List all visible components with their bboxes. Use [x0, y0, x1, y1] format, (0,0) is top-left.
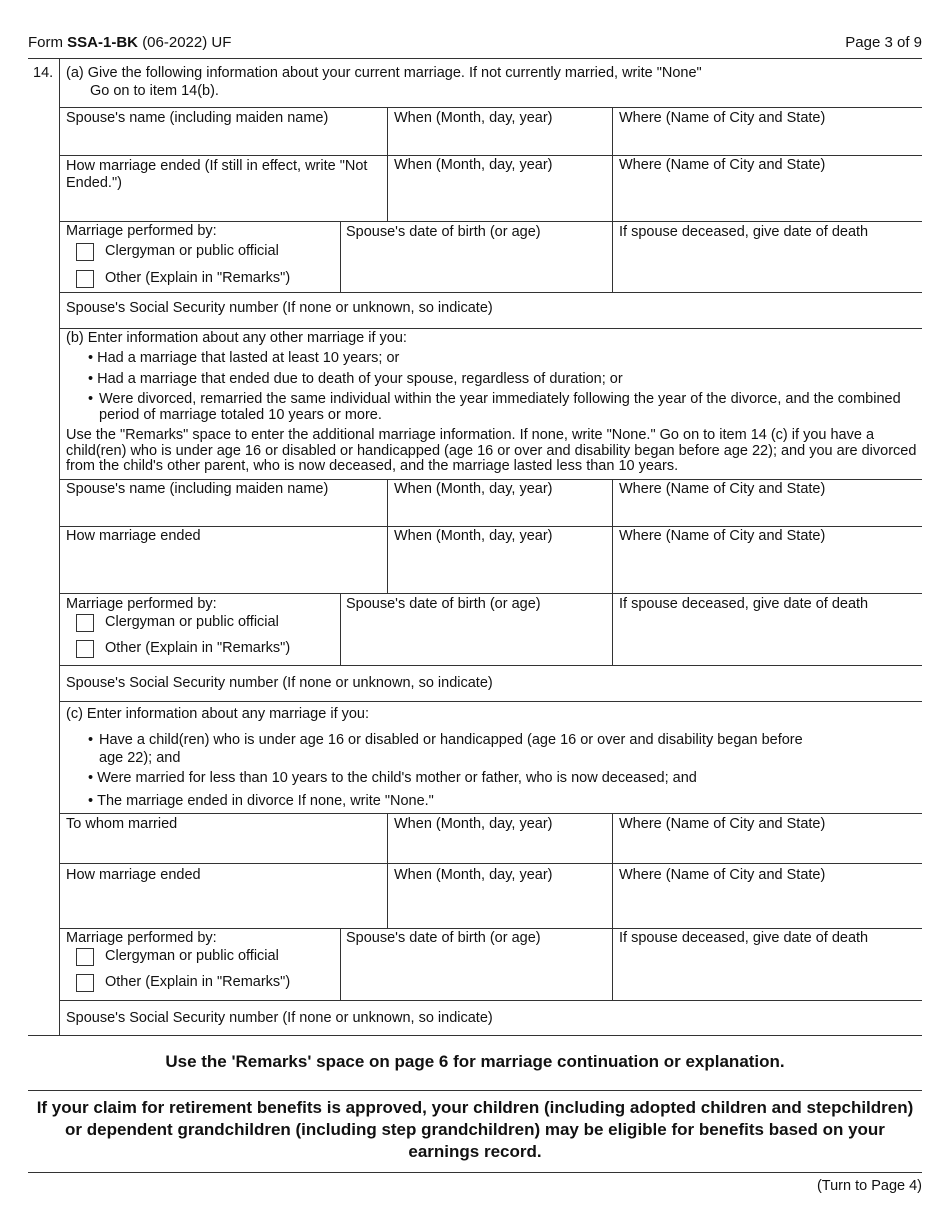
b-other-checkbox[interactable]	[76, 640, 94, 658]
remarks-note: Use the 'Remarks' space on page 6 for marriage continuation or explanation.	[165, 1052, 785, 1071]
rule	[340, 928, 341, 1000]
a-spouse-name-label: Spouse's name (including maiden name)	[66, 110, 329, 126]
a-how-ended-label: How marriage ended (If still in effect, write "Not Ended.")	[66, 158, 368, 191]
c-clergyman-checkbox[interactable]	[76, 948, 94, 966]
a-clergyman-checkbox[interactable]	[76, 243, 94, 261]
rule	[340, 221, 341, 292]
b-how-ended-label: How marriage ended	[66, 528, 201, 544]
b-performed-by-label: Marriage performed by:	[66, 596, 217, 612]
a-when2-label: When (Month, day, year)	[394, 157, 553, 173]
c-performed-by-label: Marriage performed by:	[66, 930, 217, 946]
rule	[59, 1000, 922, 1001]
a-spouse-dob-label: Spouse's date of birth (or age)	[346, 224, 541, 240]
rule	[59, 863, 922, 864]
b-when2-label: When (Month, day, year)	[394, 528, 553, 544]
c-other-checkbox[interactable]	[76, 974, 94, 992]
a-ssn-label: Spouse's Social Security number (If none or unknown, so indicate)	[66, 300, 493, 316]
form-id: SSA-1-BK	[67, 34, 139, 51]
c-to-whom-label: To whom married	[66, 816, 178, 832]
children-benefits-note: If your claim for retirement benefits is approved, your children (including adopted children and stepchildren) or dependent grandchildren (including step grandchildren) may be eligible for benefits based on your earnings record.	[36, 1098, 914, 1161]
b-clergyman-checkbox[interactable]	[76, 614, 94, 632]
a-clergyman-label: Clergyman or public official	[105, 243, 279, 259]
rule	[612, 813, 613, 1000]
c-bullet-2: • Were married for less than 10 years to the child's mother or father, who is now deceased; and	[88, 770, 697, 787]
form-prefix: Form	[28, 34, 63, 51]
form-version: (06-2022) UF	[142, 34, 232, 51]
b-spouse-name-label: Spouse's name (including maiden name)	[66, 481, 329, 497]
c-deceased-label: If spouse deceased, give date of death	[619, 930, 869, 946]
b-bullet-2: • Had a marriage that ended due to death of your spouse, regardless of duration; or	[88, 371, 623, 388]
rule	[59, 479, 922, 480]
a-performed-by-label: Marriage performed by:	[66, 223, 217, 239]
b-bullet-3: • Were divorced, remarried the same individual within the year immediately following the year of the divorce, and the combined period of marriage totaled 10 years or more.	[88, 391, 918, 423]
left-column-rule	[59, 58, 60, 1036]
item-number: 14.	[33, 65, 54, 81]
form-identifier	[28, 34, 231, 51]
section-a-intro-line2: Go on to item 14(b).	[90, 83, 219, 99]
b-bullet-1: • Had a marriage that lasted at least 10 years; or	[88, 350, 399, 367]
a-where-label: Where (Name of City and State)	[619, 110, 826, 126]
section-a-intro-line1: (a) Give the following information about your current marriage. If not currently married, write "None"	[66, 65, 702, 81]
a-other-checkbox[interactable]	[76, 270, 94, 288]
section-b-intro: (b) Enter information about any other marriage if you:	[66, 330, 407, 346]
rule	[387, 813, 388, 928]
c-spouse-dob-label: Spouse's date of birth (or age)	[346, 930, 541, 946]
c-bullet-1: • Have a child(ren) who is under age 16 or disabled or handicapped (age 16 or over and disability began before age 22); and	[88, 731, 808, 767]
c-bullet-3: • The marriage ended in divorce If none, write "None."	[88, 793, 434, 810]
c-other-label: Other (Explain in "Remarks")	[105, 974, 291, 990]
rule	[59, 593, 922, 594]
b-spouse-dob-label: Spouse's date of birth (or age)	[346, 596, 541, 612]
rule	[59, 155, 922, 156]
top-rule	[28, 58, 922, 59]
c-where-label: Where (Name of City and State)	[619, 816, 826, 832]
b-clergyman-label: Clergyman or public official	[105, 614, 279, 630]
rule	[28, 1090, 922, 1091]
rule	[59, 221, 922, 222]
b-ssn-label: Spouse's Social Security number (If none or unknown, so indicate)	[66, 675, 493, 691]
rule	[612, 479, 613, 665]
b-remarks-instructions: Use the "Remarks" space to enter the additional marriage information. If none, write "None." Go on to item 14 (c) if you have a child(ren) who is under age 16 or disabled or handicapped (age 16 or over and disability began before age 22); and you are divorced from the child's other parent, who is now deceased, and the marriage lasted less than 10 years.	[66, 427, 917, 474]
rule	[387, 479, 388, 593]
c-where2-label: Where (Name of City and State)	[619, 867, 826, 883]
section-c-intro: (c) Enter information about any marriage if you:	[66, 706, 370, 722]
c-ssn-label: Spouse's Social Security number (If none or unknown, so indicate)	[66, 1010, 493, 1026]
rule	[59, 665, 922, 666]
a-other-label: Other (Explain in "Remarks")	[105, 270, 291, 286]
b-bullet-3-text: Were divorced, remarried the same individual within the year immediately following the year of the divorce, and the combined period of marriage totaled 10 years or more.	[99, 391, 901, 423]
b-when-label: When (Month, day, year)	[394, 481, 553, 497]
rule	[59, 107, 922, 108]
c-clergyman-label: Clergyman or public official	[105, 948, 279, 964]
b-deceased-label: If spouse deceased, give date of death	[619, 596, 869, 612]
b-other-label: Other (Explain in "Remarks")	[105, 640, 291, 656]
rule	[59, 813, 922, 814]
rule	[28, 1035, 922, 1036]
a-where2-label: Where (Name of City and State)	[619, 157, 826, 173]
rule	[28, 1172, 922, 1173]
rule	[59, 928, 922, 929]
rule	[387, 107, 388, 221]
c-how-ended-label: How marriage ended	[66, 867, 201, 883]
turn-page-note: (Turn to Page 4)	[816, 1178, 922, 1194]
c-when2-label: When (Month, day, year)	[394, 867, 553, 883]
a-deceased-label: If spouse deceased, give date of death	[619, 224, 869, 240]
rule	[612, 107, 613, 292]
c-when-label: When (Month, day, year)	[394, 816, 553, 832]
rule	[340, 593, 341, 665]
c-bullet-1-text: Have a child(ren) who is under age 16 or disabled or handicapped (age 16 or over and disability began before age 22); and	[99, 732, 803, 766]
rule	[59, 292, 922, 293]
b-where-label: Where (Name of City and State)	[619, 481, 826, 497]
rule	[59, 328, 922, 329]
page-number: Page 3 of 9	[845, 34, 922, 51]
rule	[59, 526, 922, 527]
b-where2-label: Where (Name of City and State)	[619, 528, 826, 544]
a-when-label: When (Month, day, year)	[394, 110, 553, 126]
rule	[59, 701, 922, 702]
